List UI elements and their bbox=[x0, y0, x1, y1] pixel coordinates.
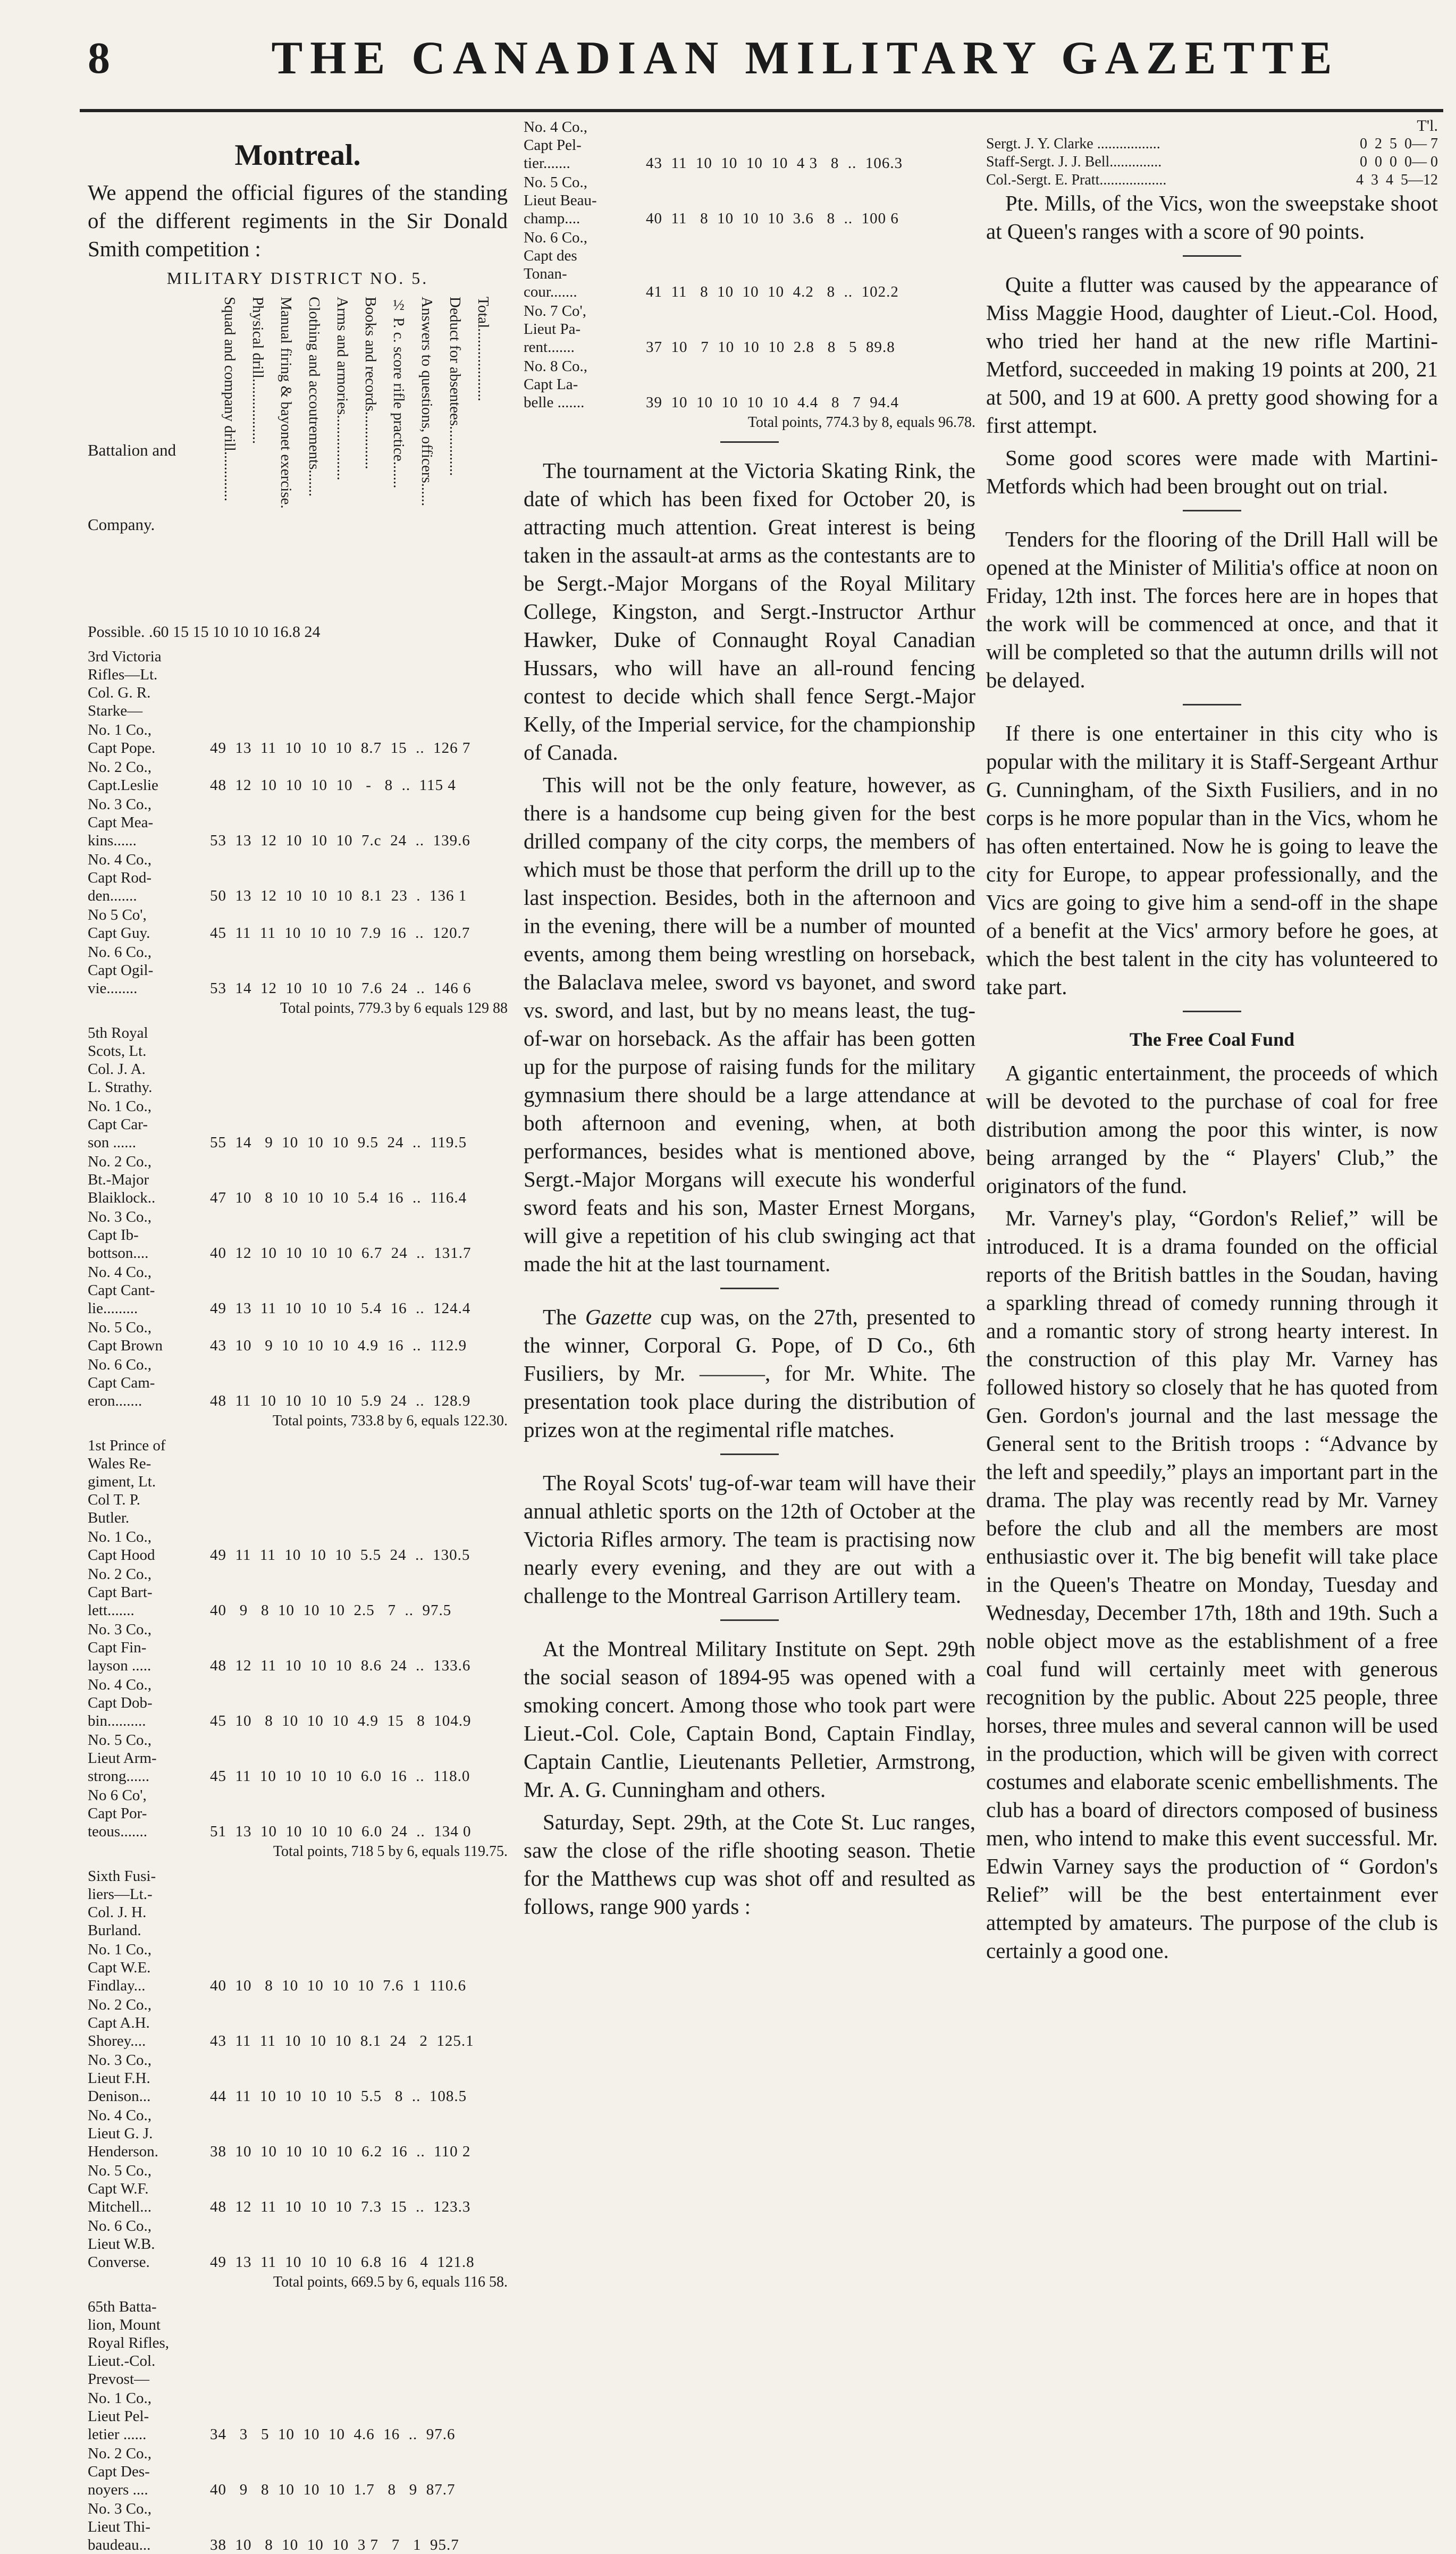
shooter-name: Col.-Sergt. E. Pratt.................. bbox=[986, 172, 1167, 188]
separator bbox=[1183, 704, 1241, 705]
tie-row bbox=[986, 153, 1438, 171]
table-row bbox=[88, 2389, 508, 2443]
masthead: THE CANADIAN MILITARY GAZETTE bbox=[271, 32, 1340, 84]
table-row bbox=[88, 2217, 508, 2271]
company-name: No. 6 Co., Capt Cam- eron....... bbox=[88, 1356, 155, 1409]
table-row bbox=[88, 1565, 508, 1619]
company-scores: 53 13 12 10 10 10 7.c 24 .. 139.6 bbox=[210, 832, 470, 849]
company-scores: 40 12 10 10 10 10 6.7 24 .. 131.7 bbox=[210, 1245, 472, 1262]
regiment-name: 65th Batta- lion, Mount Royal Rifles, Lieut.-Col. Prevost— bbox=[88, 2298, 170, 2388]
column-2 bbox=[524, 117, 975, 1925]
table-row bbox=[88, 1318, 508, 1355]
company-name: No. 1 Co., Capt W.E. Findlay... bbox=[88, 1941, 152, 1994]
company-name: No. 8 Co., Capt La- belle ....... bbox=[524, 358, 588, 411]
regiment-name: 3rd Victoria Rifles—Lt. Col. G. R. Starke— bbox=[88, 648, 162, 719]
separator bbox=[720, 1454, 779, 1455]
column-header: Manual firing & bayonet exercise. bbox=[277, 297, 294, 509]
table-row bbox=[524, 229, 975, 301]
table-row bbox=[88, 1263, 508, 1317]
table-row bbox=[88, 1996, 508, 2050]
company-scores: 48 12 11 10 10 10 8.6 24 .. 133.6 bbox=[210, 1657, 471, 1674]
table-row bbox=[88, 943, 508, 997]
district-title: MILITARY DISTRICT NO. 5. bbox=[166, 268, 429, 288]
table-row bbox=[524, 302, 975, 356]
tie-row bbox=[986, 171, 1438, 189]
company-name: No. 2 Co., Capt Bart- lett....... bbox=[88, 1566, 153, 1619]
company-scores: 43 11 11 10 10 10 8.1 24 2 125.1 bbox=[210, 2032, 474, 2049]
company-name: No. 3 Co., Lieut F.H. Denison... bbox=[88, 2052, 152, 2105]
column-header: Answers to questions, officers...... bbox=[418, 297, 435, 507]
gazette-italic: Gazette bbox=[585, 1305, 652, 1329]
regiment-total: Total points, 669.5 by 6, equals 116 58. bbox=[273, 2274, 508, 2290]
company-scores: 44 11 10 10 10 10 5.5 8 .. 108.5 bbox=[210, 2088, 467, 2105]
table-row bbox=[88, 721, 508, 757]
regiment-total: Total points, 779.3 by 6 equals 129 88 bbox=[280, 1000, 508, 1016]
company-scores: 38 10 10 10 10 10 6.2 16 .. 110 2 bbox=[210, 2143, 471, 2160]
company-name: No. 6 Co., Lieut W.B. Converse. bbox=[88, 2217, 155, 2271]
company-name: No. 4 Co., Capt Cant- lie......... bbox=[88, 1264, 155, 1317]
paragraph: Mr. Varney's play, “Gordon's Relief,” will be introduced. It is a drama founded on the official reports of the British battles in the Soudan, having a sparkling thread of comedy running through it and a romantic story of strong hearty interest. In the construction of this play Mr. Varney has followed history so closely that he has quoted from Gen. Gordon's journal and the last message the General sent to the British troops : “Advance by the left and speedily,” plays an important part in the drama. The play was recently read by Mr. Varney before the club and all the members are most enthusiastic over it. The big benefit will take place in the Queen's Theatre on Monday, Tuesday and Wednesday, December 17th, 18th and 19th. Such a noble object move as the establishment of a free coal fund will certainly meet with generous recognition by the public. About 225 people, three horses, three mules and several cannon will be used in the production, which will be given with correct costumes and elaborate scenic embellishments. The club has a board of directors composed of business men, who intend to make this event successful. Mr. Edwin Varney says the production of “ Gordon's Relief” will be the best entertainment ever attempted by amateurs. The purpose of the club is certainly a good one. bbox=[986, 1206, 1438, 1963]
company-scores: 41 11 8 10 10 10 4.2 8 .. 102.2 bbox=[646, 283, 899, 300]
tie-row bbox=[986, 135, 1438, 153]
regiment-name: 1st Prince of Wales Re- giment, Lt. Col T. P. Butler. bbox=[88, 1437, 166, 1526]
possible-row: Possible. .60 15 15 10 10 10 16.8 24 bbox=[88, 623, 321, 641]
company-scores: 43 11 10 10 10 10 4 3 8 .. 106.3 bbox=[646, 155, 903, 172]
company-scores: 48 11 10 10 10 10 5.9 24 .. 128.9 bbox=[210, 1392, 471, 1409]
company-name: No 5 Co', Capt Guy. bbox=[88, 906, 150, 942]
paragraph: The Royal Scots' tug-of-war team will have their annual athletic sports on the 12th of October at the Victoria Rifles armory. The team is practising now nearly every evening, and they are out with a challenge to the Montreal Garrison Artillery team. bbox=[524, 1471, 975, 1608]
separator bbox=[1183, 255, 1241, 257]
separator bbox=[720, 1288, 779, 1289]
header-rule bbox=[80, 109, 1443, 112]
company-scores: 49 13 11 10 10 10 6.8 16 4 121.8 bbox=[210, 2254, 475, 2271]
montreal-intro: We append the official figures of the standing of the different regiments in the Sir Donald Smith competition : bbox=[88, 180, 508, 261]
company-name: No. 1 Co., Capt Hood bbox=[88, 1528, 155, 1564]
company-scores: 37 10 7 10 10 10 2.8 8 5 89.8 bbox=[646, 339, 895, 356]
column-header: Arms and armories................. bbox=[334, 297, 351, 481]
table-row bbox=[88, 1676, 508, 1730]
paragraph: A gigantic entertainment, the proceeds of which will be devoted to the purchase of coal for free distribution among the poor this winter, is now being arranged by the “ Players' Club,” the originators of the fund. bbox=[986, 1061, 1438, 1198]
shooter-name: Staff-Sergt. J. J. Bell.............. bbox=[986, 154, 1162, 170]
company-scores: 48 12 10 10 10 10 - 8 .. 115 4 bbox=[210, 777, 456, 794]
table-row bbox=[524, 357, 975, 411]
company-name: No. 6 Co., Capt Ogil- vie........ bbox=[88, 944, 154, 997]
company-name: No. 6 Co., Capt des Tonan- cour....... bbox=[524, 229, 588, 300]
table-row bbox=[88, 758, 508, 794]
text-span: The bbox=[543, 1305, 585, 1329]
company-scores: 49 11 11 10 10 10 5.5 24 .. 130.5 bbox=[210, 1547, 470, 1564]
company-scores: 43 10 9 10 10 10 4.9 16 .. 112.9 bbox=[210, 1337, 467, 1354]
column-header: ½ P. c. score rifle practice....... bbox=[390, 297, 407, 489]
table-row bbox=[88, 1356, 508, 1410]
montreal-heading: Montreal. bbox=[234, 139, 361, 172]
regiment-total: Total points, 733.8 by 6, equals 122.30. bbox=[272, 1413, 508, 1429]
company-scores: 49 13 11 10 10 10 5.4 16 .. 124.4 bbox=[210, 1300, 471, 1317]
company-name: No. 1 Co., Capt Pope. bbox=[88, 721, 156, 757]
company-scores: 40 9 8 10 10 10 2.5 7 .. 97.5 bbox=[210, 1602, 452, 1619]
company-scores: 53 14 12 10 10 10 7.6 24 .. 146 6 bbox=[210, 980, 472, 997]
company-name: No. 5 Co., Lieut Arm- strong...... bbox=[88, 1732, 157, 1785]
company-name: No. 3 Co., Capt Fin- layson ..... bbox=[88, 1621, 152, 1674]
shooter-scores: 0 2 5 0— 7 bbox=[1360, 136, 1438, 152]
table-row bbox=[88, 1620, 508, 1675]
company-scores: 55 14 9 10 10 10 9.5 24 .. 119.5 bbox=[210, 1134, 467, 1151]
battalion-company-label: Battalion and Company. bbox=[88, 441, 176, 534]
company-name: No. 4 Co., Capt Pel- tier....... bbox=[524, 119, 588, 172]
shooter-scores: 4 3 4 5—12 bbox=[1356, 172, 1438, 188]
company-name: No. 1 Co., Capt Car- son ...... bbox=[88, 1098, 152, 1151]
table-row bbox=[88, 2162, 508, 2216]
table-row bbox=[88, 2444, 508, 2499]
company-name: No 6 Co', Capt Por- teous....... bbox=[88, 1787, 147, 1840]
shooter-scores: 0 0 0 0— 0 bbox=[1360, 154, 1438, 170]
company-scores: 38 10 8 10 10 10 3 7 7 1 95.7 bbox=[210, 2536, 459, 2553]
company-scores: 45 11 11 10 10 10 7.9 16 .. 120.7 bbox=[210, 925, 470, 942]
column-header: Total................... bbox=[475, 297, 492, 401]
company-name: No. 7 Co', Lieut Pa- rent....... bbox=[524, 303, 587, 356]
paragraph: Tenders for the flooring of the Drill Hall will be opened at the Minister of Militia's office at noon on Friday, 12th inst. The forces here are in hopes that the work will be commenced at once, and that it will be completed so that the autumn drills will not be delayed. bbox=[986, 527, 1438, 692]
company-name: No. 4 Co., Capt Rod- den....... bbox=[88, 851, 152, 904]
table-row bbox=[88, 2106, 508, 2161]
company-scores: 34 3 5 10 10 10 4.6 16 .. 97.6 bbox=[210, 2426, 456, 2443]
regiment-table bbox=[88, 648, 508, 2554]
company-name: No. 2 Co., Capt A.H. Shorey.... bbox=[88, 1996, 152, 2049]
paragraph: If there is one entertainer in this city who is popular with the military it is Staff-Sergeant Arthur G. Cunningham, of the Sixth Fusiliers, and in no corps is he more popular than in the Vics, whom he has often entertained. Now he is going to leave the city for Europe, to appear professionally, and the Vics are going to give him a send-off in the shape of a benefit at the Vics' armory before he goes, at which the best talent in the city has volunteered to take part. bbox=[986, 721, 1438, 999]
company-name: No. 5 Co., Capt W.F. Mitchell... bbox=[88, 2162, 152, 2215]
company-scores: 40 9 8 10 10 10 1.7 8 9 87.7 bbox=[210, 2481, 456, 2498]
table-row bbox=[88, 1208, 508, 1262]
table-row bbox=[88, 795, 508, 850]
company-name: No. 5 Co., Capt Brown bbox=[88, 1319, 163, 1354]
company-name: No. 3 Co., Capt Mea- kins...... bbox=[88, 796, 154, 849]
company-name: No. 4 Co., Lieut G. J. Henderson. bbox=[88, 2107, 158, 2160]
column-3 bbox=[986, 117, 1438, 1969]
company-scores: 47 10 8 10 10 10 5.4 16 .. 116.4 bbox=[210, 1189, 467, 1206]
company-name: No. 2 Co., Bt.-Major Blaiklock.. bbox=[88, 1153, 156, 1206]
table-total: Total points, 774.3 by 8, equals 96.78. bbox=[747, 414, 975, 431]
table-row bbox=[88, 1097, 508, 1152]
company-name: No. 4 Co., Capt Dob- bin.......... bbox=[88, 1676, 153, 1729]
regiment-name: Sixth Fusi- liers—Lt.- Col. J. H. Burland. bbox=[88, 1868, 156, 1939]
company-scores: 49 13 11 10 10 10 8.7 15 .. 126 7 bbox=[210, 740, 471, 757]
company-scores: 45 10 8 10 10 10 4.9 15 8 104.9 bbox=[210, 1712, 472, 1729]
page-number: 8 bbox=[88, 33, 110, 83]
company-name: No. 2 Co., Capt.Leslie bbox=[88, 759, 158, 794]
paragraph: The tournament at the Victoria Skating Rink, the date of which has been fixed for October 20, is attracting much attention. Great interest is being taken in the assault-at arms as the contestants are to be Sergt.-Major Morgans of the Royal Military College, Kingston, and Sergt.-Instructor Arthur Hawker, Duke of Connaught Royal Canadian Hussars, who will have an all-round fencing contest to decide which shall fence Sergt.-Major Kelly, of the Imperial service, for the championship of Canada. bbox=[524, 458, 975, 764]
coal-fund-heading: The Free Coal Fund bbox=[1129, 1029, 1295, 1050]
company-scores: 40 10 8 10 10 10 10 7.6 1 110.6 bbox=[210, 1977, 467, 1994]
paragraph: Some good scores were made with Martini-Metfords which had been brought out on trial. bbox=[986, 446, 1438, 498]
ties-header: T'l. bbox=[1417, 117, 1438, 135]
table-row bbox=[88, 2500, 508, 2554]
company-scores: 40 11 8 10 10 10 3.6 8 .. 100 6 bbox=[646, 210, 899, 227]
table-row bbox=[88, 906, 508, 942]
table-row bbox=[524, 118, 975, 172]
paragraph: Pte. Mills, of the Vics, won the sweepstake shoot at Queen's ranges with a score of 90 points. bbox=[986, 191, 1438, 243]
table-row bbox=[88, 1786, 508, 1841]
paragraph bbox=[524, 1303, 975, 1444]
column-header: Clothing and accoutrements....... bbox=[306, 297, 323, 497]
continued-table bbox=[524, 118, 975, 411]
page-header bbox=[88, 21, 1438, 96]
paragraph: Saturday, Sept. 29th, at the Cote St. Luc ranges, saw the close of the rifle shooting season. Thetie for the Matthews cup was shot off and resulted as follows, range 900 yards : bbox=[524, 1810, 975, 1919]
table-row bbox=[88, 851, 508, 905]
company-name: No. 3 Co., Capt Ib- bottson.... bbox=[88, 1208, 152, 1262]
column-header: Books and records............... bbox=[362, 297, 379, 469]
company-scores: 39 10 10 10 10 10 4.4 8 7 94.4 bbox=[646, 394, 899, 411]
column-header: Squad and company drill............. bbox=[221, 297, 238, 502]
company-name: No. 1 Co., Lieut Pel- letier ...... bbox=[88, 2390, 152, 2443]
column-1 bbox=[88, 117, 508, 2554]
paragraph: This will not be the only feature, however, as there is a handsome cup being given for the best drilled company of the city corps, the members of which must be those that perform the drill up to the last inspection. Besides, both in the afternoon and in the evening, there will be a number of mounted events, among them being wrestling on horseback, the Balaclava melee, sword vs bayonet, and sword vs. sword, and last, but by no means least, the tug-of-war on horseback. As the affair has been gotten up for the purpose of raising funds for the military gymnasium there should be a large attendance at both afternoon and evening, when, at both performances, besides what is mentioned above, Sergt.-Major Morgans will execute his wonderful sword feats and his son, Master Ernest Morgans, will give a repetition of his club swinging act that made the hit at the last tournament. bbox=[524, 772, 975, 1276]
company-scores: 45 11 10 10 10 10 6.0 16 .. 118.0 bbox=[210, 1768, 470, 1785]
company-name: No. 2 Co., Capt Des- noyers .... bbox=[88, 2445, 152, 2498]
column-header: Deduct for absentees............. bbox=[447, 297, 464, 476]
separator bbox=[1183, 510, 1241, 511]
table-row bbox=[88, 1731, 508, 1785]
separator bbox=[720, 1619, 779, 1621]
table-row bbox=[88, 1153, 508, 1207]
paragraph: At the Montreal Military Institute on Sept. 29th the social season of 1894-95 was opened with a smoking concert. Among those who took part were Lieut.-Col. Cole, Captain Bond, Captain Findlay, Captain Cantlie, Lieutenants Pelletier, Armstrong, Mr. A. G. Cunningham and others. bbox=[524, 1636, 975, 1802]
company-name: No. 3 Co., Lieut Thi- baudeau... bbox=[88, 2500, 152, 2553]
text-span: cup was, on the 27th, presented to the winner, Corporal G. Pope, of D Co., 6th Fusiliers, by Mr. ———, for Mr. White. The presentation took place during the distribution of prizes won at the regimental rifle matches. bbox=[524, 1305, 975, 1442]
paragraph: Quite a flutter was caused by the appearance of Miss Maggie Hood, daughter of Lieut.-Col. Hood, who tried her hand at the new rifle Martini-Metford, succeeded in making 19 points at 200, 21 at 500, and 19 at 600. A pretty good showing for a first attempt. bbox=[986, 272, 1438, 438]
table-row bbox=[524, 173, 975, 228]
column-header: Physical drill................. bbox=[249, 297, 266, 444]
regiment-total: Total points, 718 5 by 6, equals 119.75. bbox=[273, 1843, 508, 1860]
ties-table bbox=[986, 135, 1438, 189]
company-name: No. 5 Co., Lieut Beau- champ.... bbox=[524, 174, 597, 227]
regiment-name: 5th Royal Scots, Lt. Col. J. A. L. Strathy. bbox=[88, 1024, 153, 1096]
company-scores: 48 12 11 10 10 10 7.3 15 .. 123.3 bbox=[210, 2198, 471, 2215]
shooter-name: Sergt. J. Y. Clarke ................. bbox=[986, 136, 1160, 152]
table-row bbox=[88, 1940, 508, 1995]
company-scores: 50 13 12 10 10 10 8.1 23 . 136 1 bbox=[210, 887, 467, 904]
table-row bbox=[88, 1528, 508, 1564]
company-scores: 51 13 10 10 10 10 6.0 24 .. 134 0 bbox=[210, 1823, 472, 1840]
score-column-headers bbox=[88, 293, 508, 623]
table-row bbox=[88, 2051, 508, 2105]
separator bbox=[1183, 1011, 1241, 1012]
separator bbox=[720, 441, 779, 443]
